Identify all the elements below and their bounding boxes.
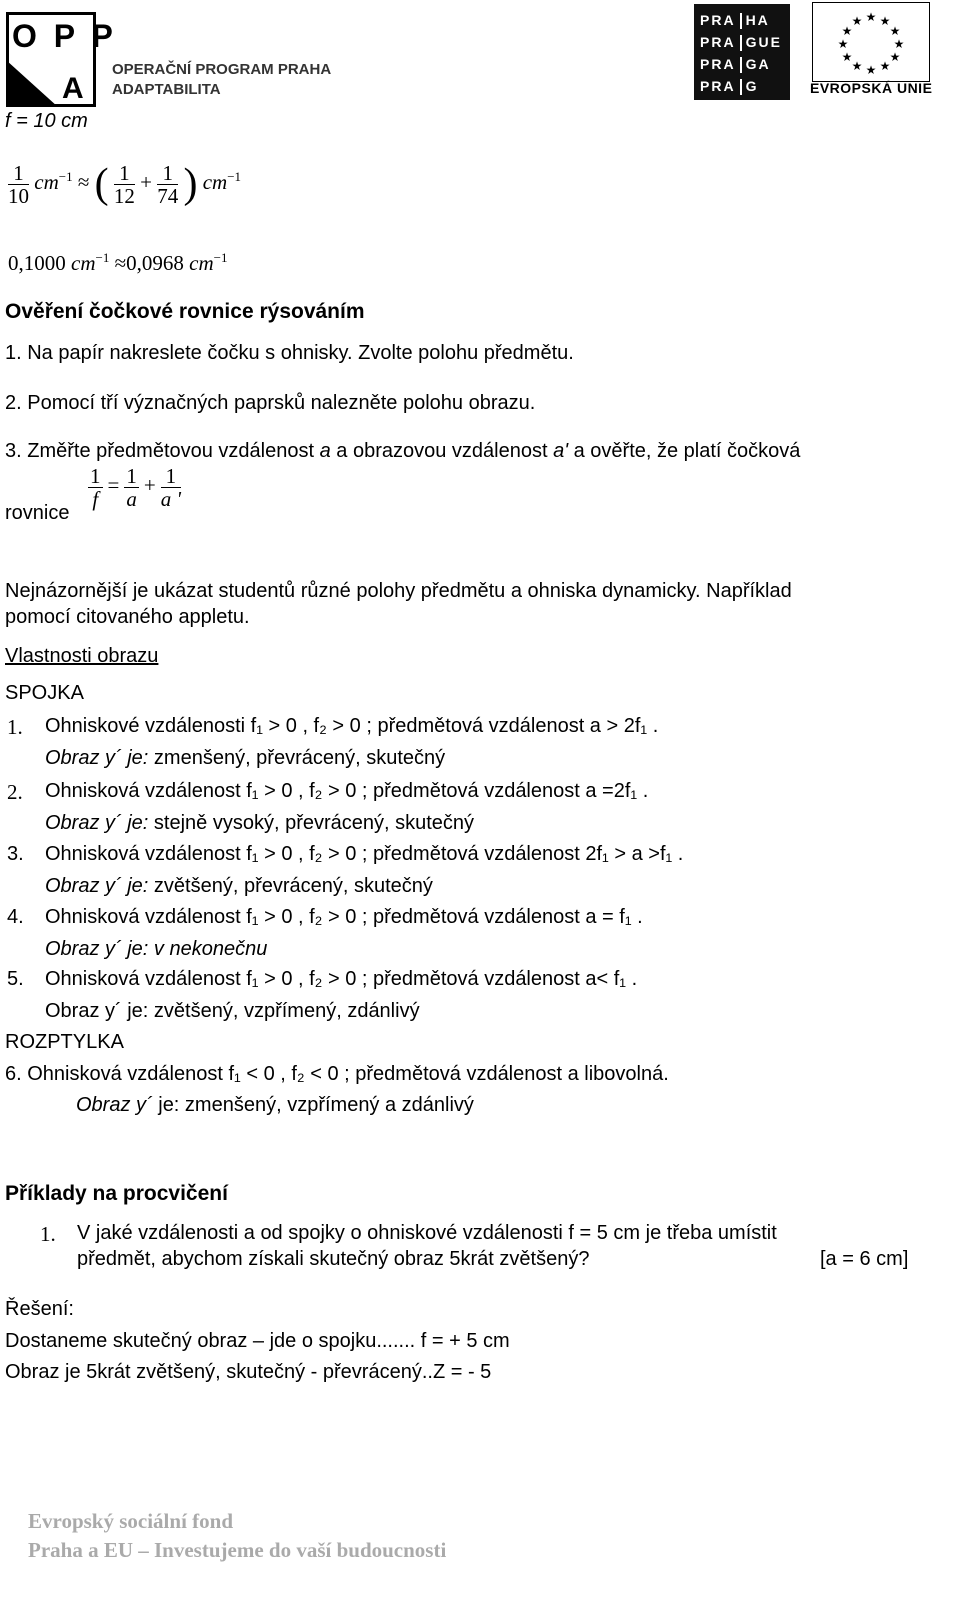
praha-logo: PRA HA PRA GUE PRA GA PRA G	[694, 4, 790, 100]
svg-text:★: ★	[879, 59, 891, 73]
step-3: 3. Změřte předmětovou vzdálenost a a obrazovou vzdálenost a' a ověřte, že platí čočková	[5, 440, 801, 462]
svg-text:★: ★	[865, 10, 877, 24]
item-4-text: Ohnisková vzdálenost f₁ > 0 , f₂ > 0 ; předmětová vzdálenost a = f₁ .	[45, 906, 643, 928]
solution-line-1: Dostaneme skutečný obraz – jde o spojku....... f = + 5 cm	[5, 1330, 510, 1352]
rozptylka-label: ROZPTYLKA	[5, 1031, 124, 1053]
eu-flag	[812, 2, 930, 82]
oppa-logo-letters: O P P	[12, 18, 117, 54]
example-1-line-1: V jaké vzdálenosti a od spojky o ohniskové vzdálenosti f = 5 cm je třeba umístit	[77, 1222, 777, 1244]
section-heading-verification: Ověření čočkové rovnice rýsováním	[5, 300, 365, 323]
paragraph-line-1: Nejnázornější je ukázat studentů různé polohy předmětu a ohniska dynamicky. Například	[5, 580, 792, 602]
item-3-number: 3.	[7, 843, 24, 865]
item-1-text: Ohniskové vzdálenosti f₁ > 0 , f₂ > 0 ; předmětová vzdálenost a > 2f₁ .	[45, 715, 659, 737]
svg-text:★: ★	[889, 24, 901, 38]
footer-line-1: Evropský sociální fond	[28, 1509, 234, 1533]
svg-text:★: ★	[865, 63, 877, 77]
lens-equation: $\frac{1}{f}$ = $\frac{1}{a}$ + $\frac{1}{a '}$	[90, 464, 181, 511]
item-4-obraz: Obraz y´ je: v nekonečnu	[45, 938, 268, 960]
eu-stars-icon	[813, 3, 929, 81]
item-5-obraz: Obraz y´ je: zvětšený, vzpřímený, zdánlivý	[45, 1000, 420, 1022]
item-4-number: 4.	[7, 906, 24, 928]
eu-label: EVROPSKÁ UNIE	[810, 80, 933, 96]
rovnice-label: rovnice	[5, 502, 70, 524]
item-2-number: 2.	[7, 780, 23, 804]
item-3-text: Ohnisková vzdálenost f₁ > 0 , f₂ > 0 ; předmětová vzdálenost 2f₁ > a >f₁ .	[45, 843, 684, 865]
oppa-logo-a: A	[62, 72, 84, 105]
svg-text:★: ★	[851, 14, 863, 28]
examples-heading: Příklady na procvičení	[5, 1182, 228, 1205]
item-1-number: 1.	[7, 715, 23, 739]
item-6-obraz: Obraz y´ je: zmenšený, vzpřímený a zdánlivý	[76, 1094, 474, 1116]
step-2: 2. Pomocí tří význačných paprsků nalezněte polohu obrazu.	[5, 392, 536, 414]
svg-text:★: ★	[893, 37, 905, 51]
svg-text:★: ★	[837, 37, 849, 51]
solution-label: Řešení:	[5, 1298, 74, 1320]
focal-length-line: f = 10 cm	[5, 110, 88, 132]
example-1-answer: [a = 6 cm]	[820, 1248, 909, 1270]
item-5-text: Ohnisková vzdálenost f₁ > 0 , f₂ > 0 ; předmětová vzdálenost a< f₁ .	[45, 968, 638, 990]
item-1-obraz: Obraz y´ je: zmenšený, převrácený, skutečný	[45, 747, 446, 769]
footer-line-2: Praha a EU – Investujeme do vaší budoucnosti	[28, 1538, 447, 1562]
item-2-text: Ohnisková vzdálenost f₁ > 0 , f₂ > 0 ; předmětová vzdálenost a =2f₁ .	[45, 780, 649, 802]
solution-line-2: Obraz je 5krát zvětšený, skutečný - převrácený..Z = - 5	[5, 1361, 492, 1383]
decimal-formula: 0,1000 $cm^{-1} \approx 0,0968$ $cm^{-1}$	[8, 250, 228, 275]
item-2-obraz: Obraz y´ je: stejně vysoký, převrácený, skutečný	[45, 812, 475, 834]
reciprocal-formula: $\frac{1}{10}$ $cm^{-1}$ ≈ ( $\frac{1}{12}$ + $\frac{1}{74}$ ) $cm^{-1}$	[8, 160, 242, 208]
properties-heading: Vlastnosti obrazu	[5, 645, 159, 667]
svg-text:★: ★	[889, 50, 901, 64]
svg-text:★: ★	[841, 24, 853, 38]
example-1-line-2: předmět, abychom získali skutečný obraz 5krát zvětšený?	[77, 1248, 590, 1270]
item-6-text: 6. Ohnisková vzdálenost f₁ < 0 , f₂ < 0 ; předmětová vzdálenost a libovolná.	[5, 1063, 669, 1085]
step-1: 1. Na papír nakreslete čočku s ohnisky. Zvolte polohu předmětu.	[5, 342, 574, 364]
paragraph-line-2: pomocí citovaného appletu.	[5, 606, 250, 628]
svg-text:★: ★	[851, 59, 863, 73]
item-3-obraz: Obraz y´ je: zvětšený, převrácený, skutečný	[45, 875, 433, 897]
svg-text:★: ★	[879, 14, 891, 28]
item-5-number: 5.	[7, 968, 24, 990]
svg-text:★: ★	[841, 50, 853, 64]
spojka-label: SPOJKA	[5, 682, 84, 704]
example-1-number: 1.	[40, 1222, 56, 1246]
oppa-logo-triangle	[6, 60, 66, 107]
oppa-logo-text: OPERAČNÍ PROGRAM PRAHA ADAPTABILITA	[112, 61, 332, 98]
